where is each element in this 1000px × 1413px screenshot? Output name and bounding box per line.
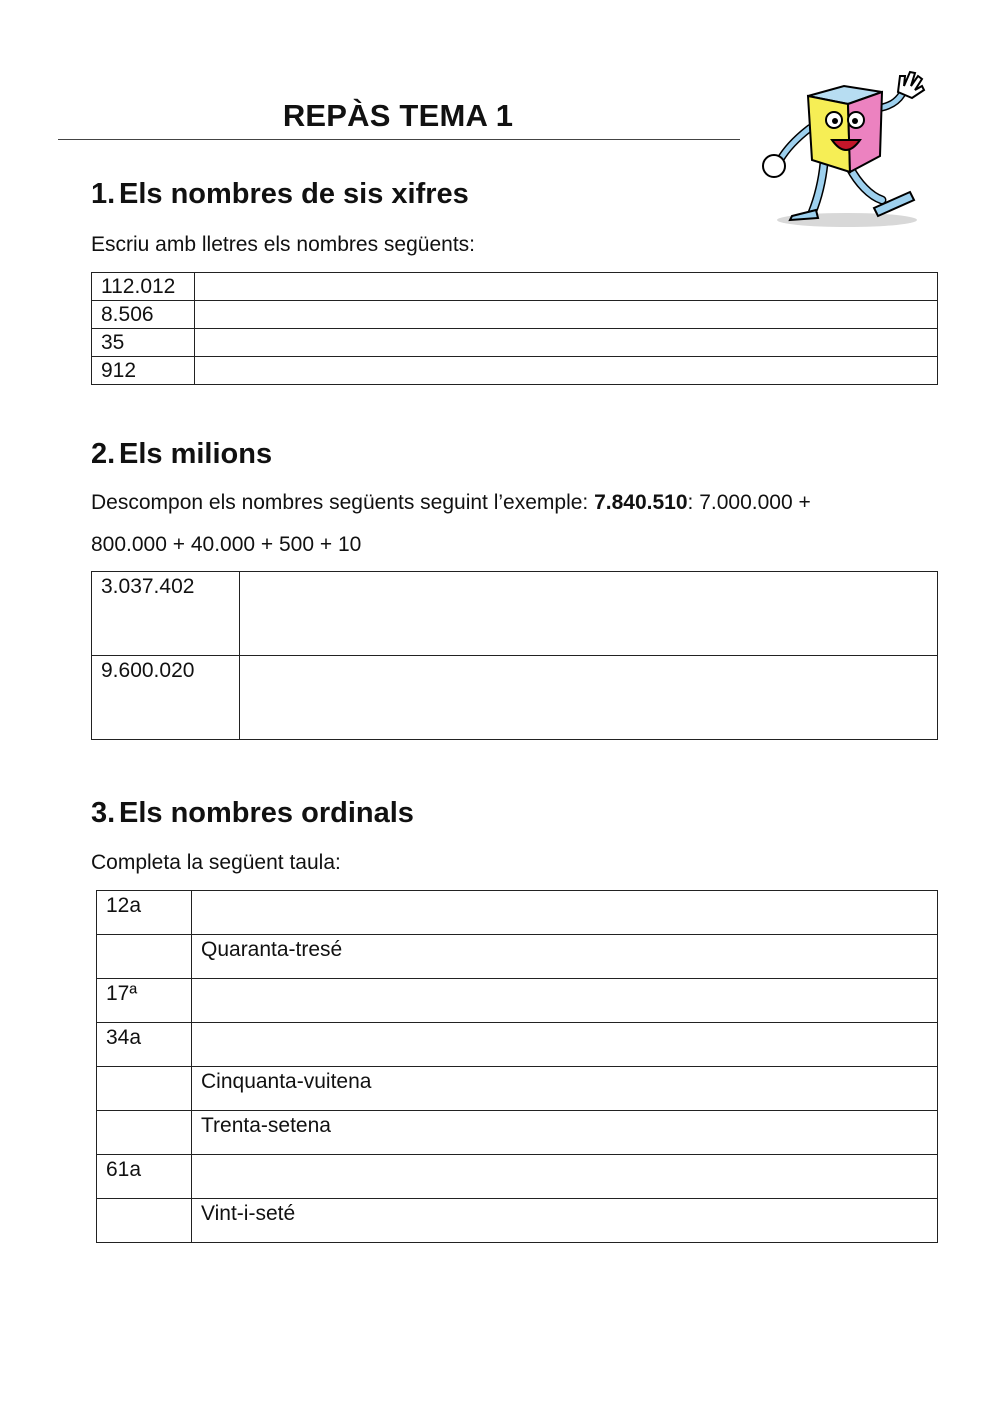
ordinal-cell[interactable]: 12a: [97, 891, 192, 935]
table-row: [97, 1111, 938, 1155]
ordinal-cell[interactable]: 34a: [97, 1023, 192, 1067]
words-cell[interactable]: Vint-i-seté: [192, 1199, 938, 1243]
ordinal-cell[interactable]: [97, 935, 192, 979]
table-row: [97, 1023, 938, 1067]
section-3-instruction: Completa la següent taula:: [91, 851, 341, 874]
ordinal-cell[interactable]: [97, 1067, 192, 1111]
ordinal-cell[interactable]: [97, 1111, 192, 1155]
number-cell: 35: [92, 329, 195, 357]
ordinal-cell[interactable]: [97, 1199, 192, 1243]
page-title: REPÀS TEMA 1: [282, 98, 514, 133]
example-decomposition-line-2: 800.000 + 40.000 + 500 + 10: [91, 533, 362, 556]
section-3-title: Els nombres ordinals: [119, 797, 414, 829]
section-1-number: 1.: [91, 178, 116, 210]
section-3-number: 3.: [91, 797, 116, 829]
section-3-heading: [91, 797, 414, 830]
table-row: [97, 891, 938, 935]
millions-table: [91, 571, 938, 740]
words-cell[interactable]: Quaranta-tresé: [192, 935, 938, 979]
section-2-title: Els milions: [119, 438, 273, 470]
example-decomposition: : 7.000.000 +: [687, 491, 811, 514]
section-2-number: 2.: [91, 438, 116, 470]
ordinals-table: [96, 890, 938, 1243]
answer-cell[interactable]: [195, 329, 938, 357]
table-row: [97, 1199, 938, 1243]
cube-mascot-illustration: [752, 68, 932, 230]
table-row: [92, 656, 938, 740]
section-1-title: Els nombres de sis xifres: [119, 178, 469, 210]
table-row: [97, 979, 938, 1023]
table-row: [97, 1155, 938, 1199]
answer-cell[interactable]: [240, 572, 938, 656]
instruction-text: Descompon els nombres següents seguint l’exemple:: [91, 491, 595, 514]
section-1-heading: [91, 178, 469, 211]
number-cell: 112.012: [92, 273, 195, 301]
table-row: [92, 329, 938, 357]
words-cell[interactable]: Cinquanta-vuitena: [192, 1067, 938, 1111]
number-cell: 9.600.020: [92, 656, 240, 740]
table-row: [92, 357, 938, 385]
table-row: [97, 1067, 938, 1111]
answer-cell[interactable]: [195, 273, 938, 301]
number-cell: 3.037.402: [92, 572, 240, 656]
section-2-instruction: [91, 491, 811, 515]
title-divider: [58, 139, 740, 140]
table-row: [97, 935, 938, 979]
words-cell[interactable]: [192, 1023, 938, 1067]
words-cell[interactable]: [192, 1155, 938, 1199]
number-cell: 912: [92, 357, 195, 385]
number-cell: 8.506: [92, 301, 195, 329]
answer-cell[interactable]: [195, 301, 938, 329]
words-cell[interactable]: Trenta-setena: [192, 1111, 938, 1155]
words-cell[interactable]: [192, 979, 938, 1023]
example-number: 7.840.510: [594, 491, 688, 514]
ordinal-cell[interactable]: 61a: [97, 1155, 192, 1199]
section-1-instruction: Escriu amb lletres els nombres següents:: [91, 233, 475, 256]
table-row: [92, 301, 938, 329]
table-row: [92, 273, 938, 301]
ordinal-cell[interactable]: 17ª: [97, 979, 192, 1023]
table-row: [92, 572, 938, 656]
section-2-heading: [91, 438, 272, 471]
answer-cell[interactable]: [195, 357, 938, 385]
six-digit-numbers-table: [91, 272, 938, 385]
words-cell[interactable]: [192, 891, 938, 935]
answer-cell[interactable]: [240, 656, 938, 740]
